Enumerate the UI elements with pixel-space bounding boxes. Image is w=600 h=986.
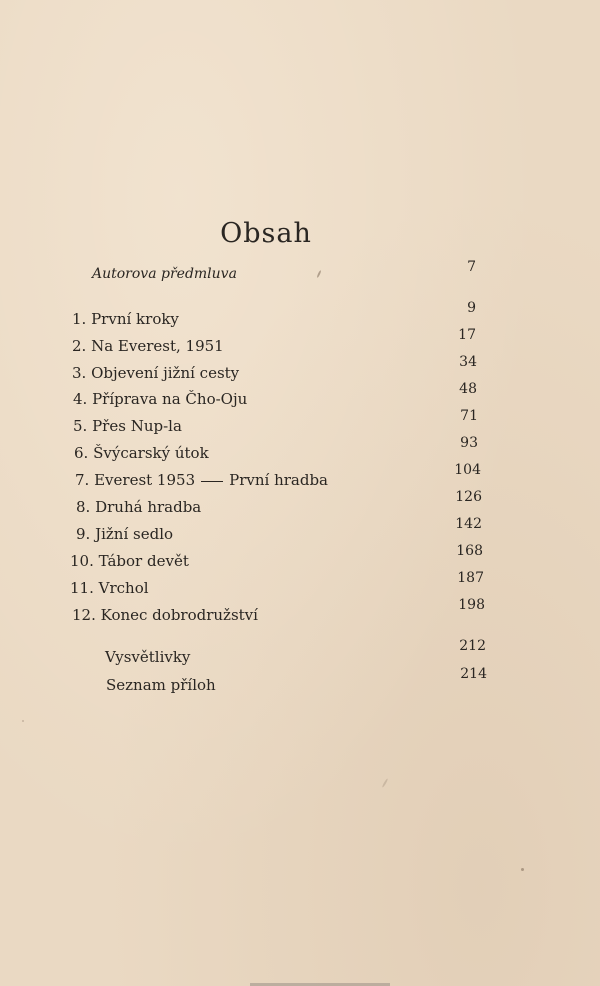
toc-entry-page: 198 <box>458 597 485 613</box>
toc-entry-1 <box>72 310 179 328</box>
toc-entry-label: Tábor devět <box>98 552 189 570</box>
toc-entry-12 <box>72 606 258 624</box>
paper-speck <box>521 868 524 871</box>
toc-entry-number: 12. <box>72 606 96 624</box>
toc-entry-11 <box>70 579 149 597</box>
toc-entry-3 <box>72 364 239 382</box>
toc-entry-sublabel: První hradba <box>229 471 328 489</box>
toc-entry-8 <box>76 498 201 516</box>
toc-entry-label: Everest 1953 <box>94 471 196 489</box>
toc-entry-number: 3. <box>72 364 87 382</box>
toc-entry-number: 11. <box>70 579 94 597</box>
toc-entry-number: 5. <box>73 417 88 435</box>
page-title: Obsah <box>220 218 312 250</box>
toc-entry-label: Jižní sedlo <box>95 525 174 543</box>
toc-entry-page: 168 <box>456 543 483 559</box>
toc-entry-page: 104 <box>454 462 481 478</box>
toc-entry-9 <box>76 525 173 543</box>
toc-entry-5 <box>73 417 182 435</box>
toc-entry-label: Příprava na Čho-Oju <box>92 390 248 408</box>
toc-entry-number: 2. <box>72 337 87 355</box>
toc-entry-number: 10. <box>70 552 94 570</box>
toc-entry-label: Druhá hradba <box>95 498 202 516</box>
paper-speck <box>22 720 24 722</box>
toc-entry-page: 71 <box>460 408 478 424</box>
toc-appendix-notes: Vysvětlivky <box>105 648 191 666</box>
toc-entry-7 <box>75 471 328 489</box>
toc-entry-label: První kroky <box>91 310 179 328</box>
toc-entry-label: Přes Nup-la <box>92 417 182 435</box>
toc-entry-page: 93 <box>460 435 478 451</box>
toc-entry-label: Švýcarský útok <box>93 444 209 462</box>
toc-preface-label: Autorova předmluva <box>92 266 237 282</box>
toc-preface-page: 7 <box>467 259 476 275</box>
toc-entry-label: Objevení jižní cesty <box>91 364 240 382</box>
toc-entry-number: 8. <box>76 498 91 516</box>
toc-entry-page: 142 <box>455 516 482 532</box>
toc-entry-2 <box>72 337 224 355</box>
toc-entry-label: Vrchol <box>98 579 149 597</box>
toc-entry-number: 7. <box>75 471 90 489</box>
toc-entry-page: 48 <box>459 381 477 397</box>
toc-entry-number: 4. <box>73 390 88 408</box>
toc-entry-number: 1. <box>72 310 87 328</box>
toc-entry-10 <box>70 552 189 570</box>
toc-entry-label: Konec dobrodružství <box>100 606 258 624</box>
toc-entry-6 <box>74 444 209 462</box>
toc-entry-page: 17 <box>458 327 476 343</box>
paper-speck <box>382 778 389 788</box>
toc-entry-4 <box>73 390 247 408</box>
toc-entry-label: Na Everest, 1951 <box>91 337 224 355</box>
toc-entry-page: 187 <box>457 570 484 586</box>
em-dash <box>201 481 223 482</box>
toc-entry-page: 34 <box>459 354 477 370</box>
toc-entry-page: 9 <box>467 300 476 316</box>
paper-speck <box>316 270 321 278</box>
toc-appendix-page: 212 <box>459 638 486 654</box>
toc-appendix-page: 214 <box>460 666 487 682</box>
toc-appendix-plates: Seznam příloh <box>106 676 216 694</box>
toc-entry-number: 9. <box>76 525 91 543</box>
toc-entry-page: 126 <box>455 489 482 505</box>
toc-entry-number: 6. <box>74 444 89 462</box>
